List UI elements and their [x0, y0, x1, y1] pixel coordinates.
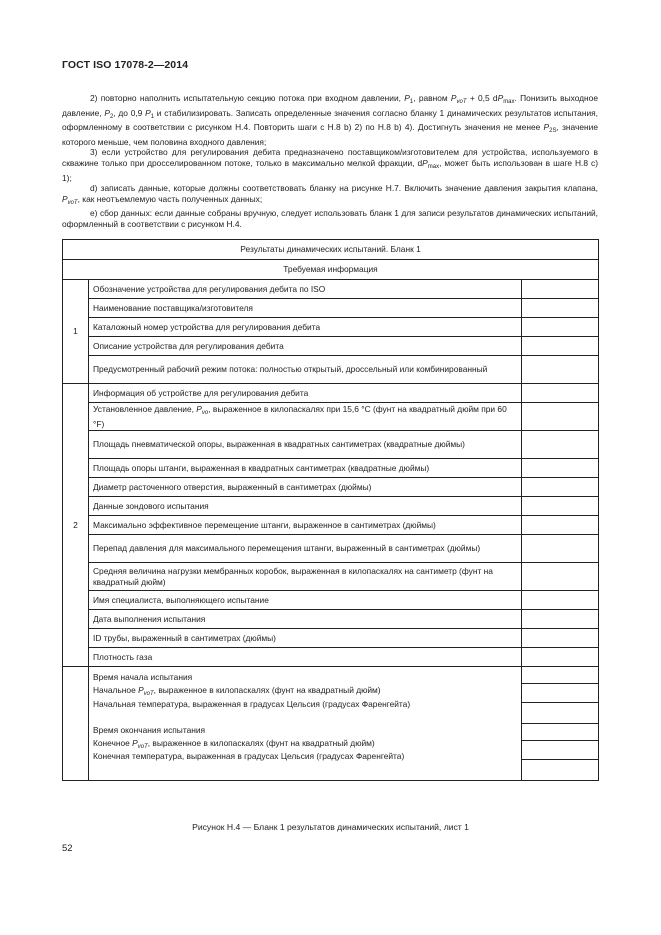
table-row: Диаметр расточенного отверстия, выраженный в сантиметрах (дюймы): [89, 478, 522, 497]
paragraph-d: d) записать данные, которые должны соответствовать бланку на рисунке Н.7. Включить значение давления закрытия клапана, $P_{voT}$, как неотъемлемую часть полученных данных;: [62, 183, 598, 206]
table-row: Установленное давление, $P_{vo}$, выраженное в килопаскалях при 15,6 °С (фунт на квадратный дюйм при 60 °F): [89, 403, 522, 431]
value-cell[interactable]: [522, 723, 598, 740]
table-row: Средняя величина нагрузки мембранных коробок, выраженная в килопаскалях на сантиметр (фунт на квадратный дюйм): [89, 563, 522, 591]
results-form-table: [62, 239, 599, 781]
table-row: Плотность газа: [89, 648, 522, 667]
table-row: Данные зондового испытания: [89, 497, 522, 516]
table-row: Площадь опоры штанги, выраженная в квадратных сантиметрах (квадратные дюймы): [89, 459, 522, 478]
table-row: Каталожный номер устройства для регулирования дебита: [89, 318, 522, 337]
group-3-row: Время окончания испытания: [93, 724, 206, 735]
figure-caption: Рисунок Н.4 — Бланк 1 результатов динамических испытаний, лист 1: [192, 822, 469, 832]
paragraph-2: 2) повторно наполнить испытательную секцию потока при входном давлении, $P_1$, равном $P_{voT} + 0,5$ $dP_{max}$. Понизить выходное давление, $P_2$, до 0,9 $P_1$ и стабилизировать. Записать определенные значения согласно бланку 1 динамических результатов испытания, оформленному в соответствии с рисунком Н.4. Повторить шаги с Н.8 b) 2) по Н.8 b) 4). Достигнуть значения не менее $P_{2S}$, значение которого меньше, чем половина входного давления;: [62, 93, 598, 147]
table-row: Наименование поставщика/изготовителя: [89, 299, 522, 318]
group-3-number: [63, 667, 89, 781]
value-cell[interactable]: [522, 299, 599, 318]
value-cell[interactable]: [522, 403, 599, 431]
group-2-number: 2: [63, 384, 89, 667]
value-cell[interactable]: [522, 648, 599, 667]
table-row: Обозначение устройства для регулирования дебита по ISO: [89, 280, 522, 299]
value-cell[interactable]: [522, 563, 599, 591]
group-3-row: Начальное $P_{voT}$, выраженное в килопаскалях (фунт на квадратный дюйм): [93, 685, 381, 698]
table-row: Предусмотренный рабочий режим потока: полностью открытый, дроссельный или комбинированный: [89, 356, 522, 384]
value-cell[interactable]: [522, 702, 598, 723]
value-cell[interactable]: [522, 759, 598, 780]
value-cell[interactable]: [522, 356, 599, 384]
table-row: Описание устройства для регулирования дебита: [89, 337, 522, 356]
value-cell[interactable]: [522, 459, 599, 478]
table-row: Площадь пневматической опоры, выраженная в квадратных сантиметрах (квадратные дюймы): [89, 431, 522, 459]
value-cell[interactable]: [522, 740, 598, 759]
value-cell[interactable]: [522, 591, 599, 610]
table-row: Дата выполнения испытания: [89, 610, 522, 629]
table-title: Результаты динамических испытаний. Бланк 1: [63, 240, 599, 260]
value-cell[interactable]: [522, 535, 599, 563]
value-cell[interactable]: [522, 337, 599, 356]
group-3-row: Конечная температура, выраженная в градусах Цельсия (градусах Фаренгейта): [93, 750, 405, 761]
value-cell[interactable]: [522, 431, 599, 459]
table-row: Информация об устройстве для регулирования дебита: [89, 384, 522, 403]
group-1-number: 1: [63, 280, 89, 384]
group-3-row: Начальная температура, выраженная в градусах Цельсия (градусах Фаренгейта): [93, 698, 411, 709]
value-cell[interactable]: [522, 516, 599, 535]
table-row: Максимально эффективное перемещение штанги, выраженное в сантиметрах (дюймы): [89, 516, 522, 535]
value-cell[interactable]: [522, 683, 598, 702]
body-text: [62, 93, 598, 230]
table-subtitle: Требуемая информация: [63, 260, 599, 280]
group-3-row: Конечное $P_{voT}$, выраженное в килопаскалях (фунт на квадратный дюйм): [93, 737, 375, 750]
paragraph-3: 3) если устройство для регулирования дебита предназначено поставщиком/изготовителем для устройства, используемого в скважине только при дросселированном потоке, только в максимально мелкой фракции, $dP_{max}$, может быть использован в шаге Н.8 с) 1);: [62, 147, 598, 183]
paragraph-e: е) сбор данных: если данные собраны вручную, следует использовать бланк 1 для записи результатов динамических испытаний, оформленный в соответствии с рисунком Н.4.: [62, 208, 598, 229]
group-3-row: Время начала испытания: [93, 672, 193, 683]
table-row: ID трубы, выраженный в сантиметрах (дюймы): [89, 629, 522, 648]
page-number: 52: [62, 843, 73, 854]
value-cell[interactable]: [522, 497, 599, 516]
value-cell[interactable]: [522, 629, 599, 648]
value-cell[interactable]: [522, 610, 599, 629]
value-cell[interactable]: [522, 384, 599, 403]
value-cell[interactable]: [522, 318, 599, 337]
value-cell[interactable]: [522, 478, 599, 497]
document-header: ГОСТ ISO 17078-2—2014: [62, 59, 189, 71]
table-row: Имя специалиста, выполняющего испытание: [89, 591, 522, 610]
value-cell[interactable]: [522, 280, 599, 299]
table-row: Перепад давления для максимального перемещения штанги, выраженный в сантиметрах (дюймы): [89, 535, 522, 563]
